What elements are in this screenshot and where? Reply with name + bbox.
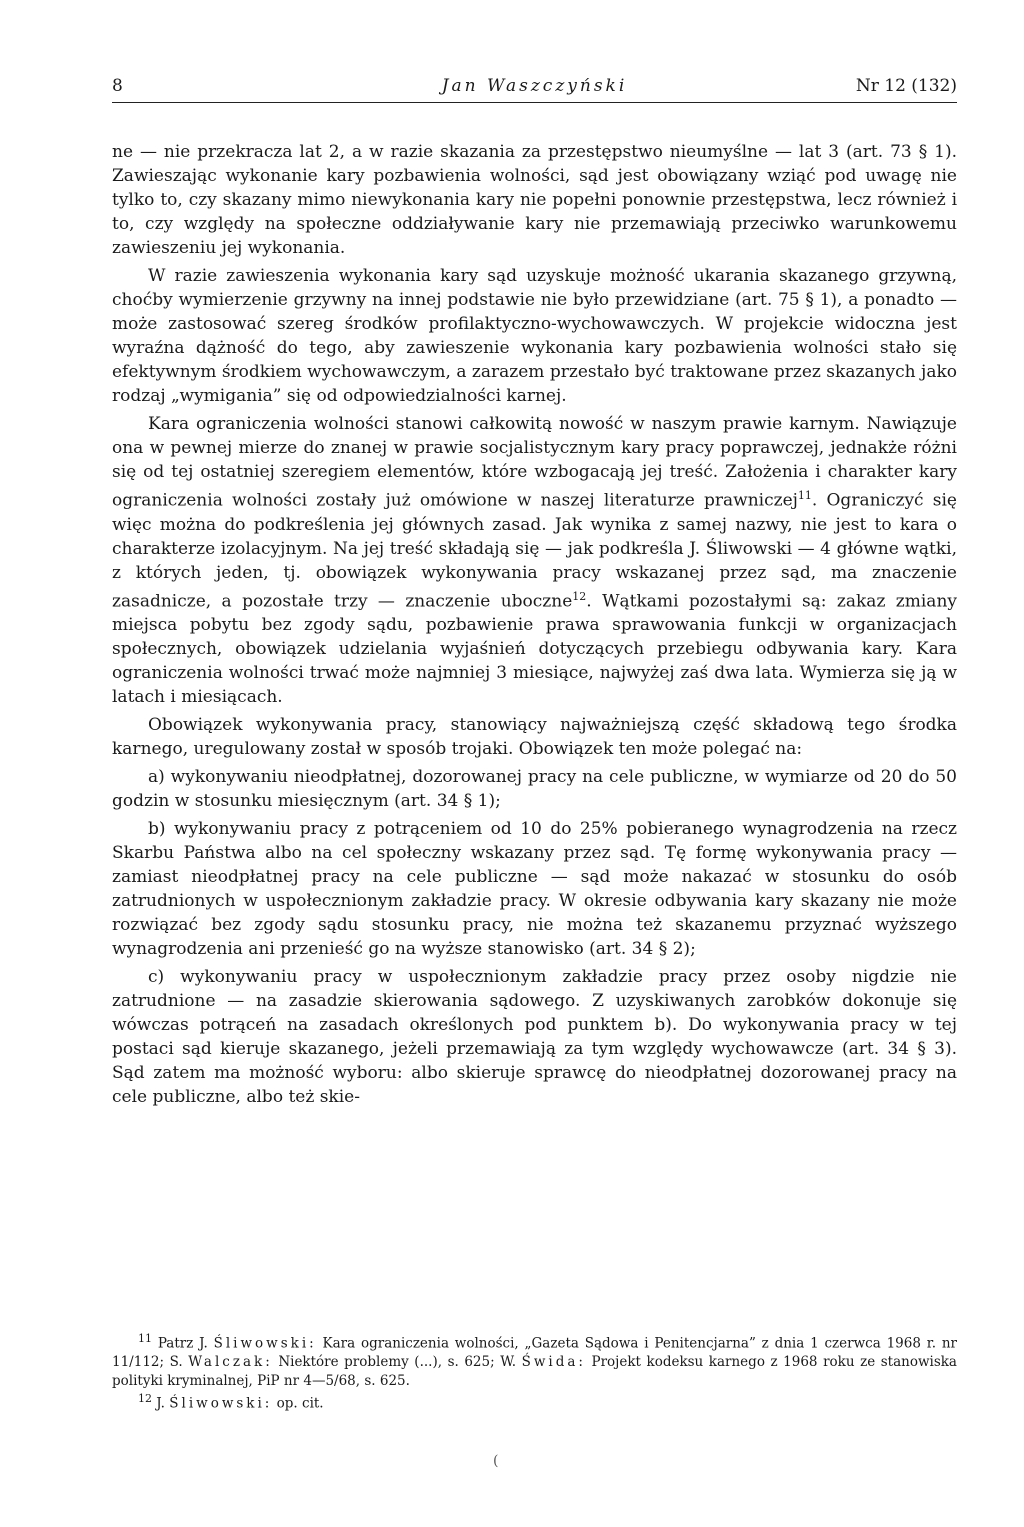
footnote-text: Niektóre problemy (...), s. 625; W. <box>278 1354 517 1370</box>
footnote <box>112 1390 957 1413</box>
footnote-number: 12 <box>138 1392 152 1405</box>
issue-number: Nr 12 (132) <box>855 76 957 96</box>
article-body <box>112 140 957 1109</box>
page-number: 8 <box>112 76 123 96</box>
list-item: b) wykonywaniu pracy z potrąceniem od 10 do 25% pobieranego wynagrodzenia na rzecz Skarbu Państwa albo na cel społeczny wskazany przez sąd. Tę formę wykonywania pracy — zamiast nieodpłatnej pracy na cele publiczne — sąd może nakazać w stosunku do osób zatrudnionych w uspołecznionym zakładzie pracy. W okresie odbywania kary skazany nie może rozwiązać bez zgody sądu stosunku pracy, nie można też skazanemu przyznać wyższego wynagrodzenia ani przenieść go na wyższe stanowisko (art. 34 § 2); <box>112 819 957 960</box>
list-item: a) wykonywaniu nieodpłatnej, dozorowanej pracy na cele publiczne, w wymiarze od 20 do 50 godzin w stosunku miesięcznym (art. 34 § 1); <box>112 767 957 812</box>
list-item: c) wykonywaniu pracy w uspołecznionym zakładzie pracy przez osoby nigdzie nie zatrudnione — na zasadzie skierowania sądowego. Z uzyskiwanych zarobków dokonuje się wówczas potrąceń na zasadach określonych pod punktem b). Do wykonywania pracy w tej postaci sąd kieruje skazanego, jeżeli przemawiają za tym względy wychowawcze (art. 34 § 3). Sąd zatem ma możność wyboru: albo skieruje sprawcę do nieodpłatnej dozorowanej pracy na cele publiczne, albo też skie- <box>112 967 957 1108</box>
footnote-author: Śliwowski: <box>169 1395 273 1412</box>
paragraph-text: . Wątkami pozostałymi są: zakaz zmiany miejsca pobytu bez zgody sądu, pozbawienie prawa sprawowania funkcji w organizacjach społecznych, obowiązek udzielania wyjaśnień dotyczących przebiegu odbywania kary. Kara ograniczenia wolności trwać może najmniej 3 miesiące, najwyżej zaś dwa lata. Wymierza się ją w latach i miesiącach. <box>112 591 957 708</box>
paragraph-text: . Ograniczyć się więc można do podkreślenia jej głównych zasad. Jak wynika z samej nazwy, nie jest to kara o charakterze izolacyjnym. Na jej treść składają się — jak podkreśla J. Śliwowski — 4 główne wątki, z których jeden, tj. obowiązek wykonywania pracy wskazanej przez sąd, ma znaczenie zasadnicze, a pozostałe trzy — znaczenie uboczne <box>112 490 957 612</box>
paragraph-continuation: ne — nie przekracza lat 2, a w razie skazania za przestępstwo nieumyślne — lat 3 (art. 73 § 1). Zawieszając wykonanie kary pozbawienia wolności, sąd jest obowiązany wziąć pod uwagę nie tylko to, czy skazany mimo niewykonania kary nie popełni ponownie przestępstwa, lecz również i to, czy względy na społeczne oddziaływanie kary nie przemawiają przeciwko warunkowemu zawieszeniu jej wykonania. <box>112 142 957 258</box>
footnote-text: Projekt kodeksu karnego z 1968 roku ze stanowiska polityki kryminalnej, PiP nr 4—5/68, s. 625. <box>112 1354 957 1389</box>
paragraph: Obowiązek wykonywania pracy, stanowiący najważniejszą część składową tego środka karnego, uregulowany został w sposób trojaki. Obowiązek ten może polegać na: <box>112 715 957 760</box>
footnote-text: Patrz J. <box>157 1335 208 1352</box>
footnote-text: Kara ograniczenia wolności, „Gazeta Sądowa i Penitencjarna” z dnia 1 czerwca 1968 r. nr 11/112; S. <box>112 1335 957 1370</box>
paragraph: W razie zawieszenia wykonania kary sąd uzyskuje możność ukarania skazanego grzywną, choćby wymierzenie grzywny na innej podstawie nie było przewidziane (art. 75 § 1), a ponadto — może zastosować szereg środków profilaktyczno-wychowawczych. W projekcie widoczna jest wyraźna dążność do tego, aby zawieszenie wykonania kary pozbawienia wolności stało się efektywnym środkiem wychowawczym, a zarazem przestało być traktowane przez skazanych jako rodzaj „wymigania” się od odpowiedzialności karnej. <box>112 266 957 406</box>
footnote-text: op. cit. <box>276 1395 324 1412</box>
paragraph-text: Kara ograniczenia wolności stanowi całkowitą nowość w naszym prawie karnym. Nawiązuje ona w pewnej mierze do znanej w prawie socjalistycznym kary pracy poprawczej, jednakże różni się od tej ostatniej szeregiem elementów, które wzbogacają jej treść. Założenia i charakter kary ograniczenia wolności zostały już omówione w naszej literaturze prawniczej <box>112 414 957 511</box>
footnotes <box>112 1330 957 1413</box>
footnote <box>112 1330 957 1390</box>
footnote-ref: 12 <box>572 589 587 603</box>
footnote-ref: 11 <box>797 489 812 502</box>
running-header <box>112 72 957 103</box>
footnote-author: Świda: <box>521 1354 586 1370</box>
footnote-text: J. <box>156 1395 165 1412</box>
paragraph <box>112 412 957 709</box>
stray-mark: ( <box>493 1453 499 1469</box>
footnote-author: Walczak: <box>188 1354 273 1370</box>
footnote-number: 11 <box>138 1332 152 1345</box>
footnote-author: Śliwowski: <box>213 1335 317 1352</box>
running-author: Jan Waszczyński <box>441 76 628 96</box>
